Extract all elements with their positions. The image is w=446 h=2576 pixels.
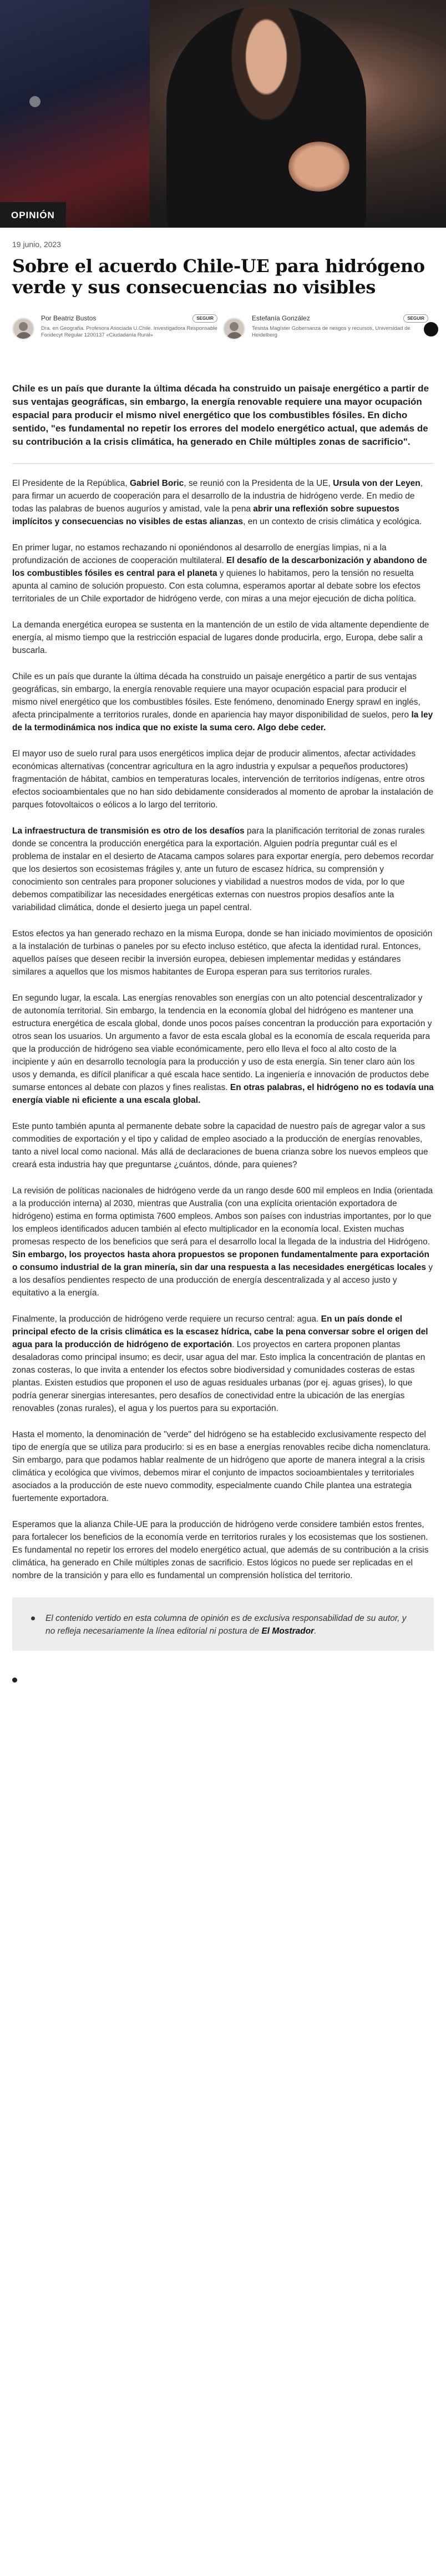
paragraph: Estos efectos ya han generado rechazo en la misma Europa, donde se han iniciado movimientos de oposición a la instalación de turbinas o paneles por su efecto incluso estético, que afecta la identidad rural. Entonces, aquellos países que deseen recibir la inversión europea, debiesen implementar medidas y estándares similares a aquellos que los mismos habitantes de Europa esperan para sus territorios rurales. <box>12 929 433 977</box>
author-avatar[interactable] <box>223 318 245 340</box>
paragraph: El Presidente de la República, Gabriel Boric, se reunió con la Presidenta de la UE, Ursula von der Leyen, para firmar un acuerdo de cooperación para el desarrollo de la industria de hidrógeno verde. En medio de todas las palabras de buenos auguríos y amistad, vale la pena abrir una reflexión sobre supuestos implícitos y consecuencias no visibles de estas alianzas, en un contexto de crisis climática y ecológica. <box>12 479 423 526</box>
lead-text: Chile es un país que durante la última década ha construido un paisaje energético a partir de sus ventajas geográficas, sin embargo, la energía renovable requiere una mayor ocupación espacial para producir el mismo nivel energético que los combustibles fósiles. En dicho sentido, "es fundamental no repetir los errores del modelo energético actual, que además de su contribución a la crisis climática, ha generado en Chile múltiples zonas de sacrificio". <box>12 383 429 447</box>
follow-button[interactable]: SEGUIR <box>192 314 217 323</box>
publish-date: 19 junio, 2023 <box>12 240 61 249</box>
paragraph: Este punto también apunta al permanente debate sobre la capacidad de nuestro país de agregar valor a sus commodities de exportación y el tipo y calidad de empleo asociado a la producción de energías renovables, tanto a nivel local como nacional. Más allá de declaraciones de buena crianza sobre los nuevos empleos que creará esta industria hay que preguntarse ¿cuántos, dónde, para quienes? <box>12 1122 428 1169</box>
article-body <box>12 477 434 1582</box>
authors-block <box>12 313 434 358</box>
paragraph: Esperamos que la alianza Chile-UE para la producción de hidrógeno verde considere también estos frentes, para fortalecer los beneficios de la economía verde en territorios rurales y los ecosistemas que los sostienen. Es fundamental no repetir los errores del modelo energético actual, que además de su contribución a la crisis climática, ha generado en Chile múltiples zonas de sacrificio. Estos lógicos no puede ser replicadas en el nombre de la transición y para ello es fundamental un comprensión holística del territorio. <box>12 1520 429 1580</box>
paragraph: La infraestructura de transmisión es otro de los desafíos para la planificación territorial de zonas rurales donde se concentra la producción energética para la exportación. Alguien podría preguntar cuál es el problema de instalar en el desierto de Atacama campos solares para exportar energía, pero debemos recordar que los desiertos son ecosistemas frágiles y, ante un futuro de escasez hídrica, su comprensión y conocimiento son centrales para proponer soluciones y viabilidad a nuestros modos de vida, por lo que debemos compatibilizar las necesidades energéticas externas con nuestros propios desafíos ante la variabilidad climática, donde el desierto juega un papel central. <box>12 826 434 912</box>
divider <box>12 463 434 464</box>
end-marker <box>12 1678 17 1683</box>
paragraph: Chile es un país que durante la última década ha construido un paisaje energético a partir de sus ventajas geográficas, sin embargo, la energía renovable requiere una mayor ocupación espacial para producir el mismo nivel energético que los combustibles fósiles. Este fenómeno, denominado Energy sprawl en inglés, afecta principalmente a territorios rurales, donde en apariencia hay mayor disponibilidad de suelos, pero la ley de la termodinámica nos indica que no existe la suma cero. Algo debe ceder. <box>12 672 433 732</box>
bullet-icon <box>31 1616 35 1620</box>
author-card <box>12 313 223 358</box>
paragraph: Finalmente, la producción de hidrógeno verde requiere un recurso central: agua. En un país donde el principal efecto de la crisis climática es la escasez hídrica, cabe la pena conversar sobre el origen del agua para la producción de hidrógeno de exportación. Los proyectos en cartera proponen plantas desaladoras como principal insumo; es decir, usar agua del mar. Esto implica la concentración de plantas en zonas costeras, lo que invita a entender los efectos sobre biodiversidad y comunidades costeras de estas plantas. Existen estudios que proponen el uso de aguas residuales urbanas (por ej. aguas grises), lo que podría generar sinergias interesantes, pero desafíos de conectividad entre la ubicación de las energías renovables (zonas rurales), el agua y los puertos para su exportación. <box>12 1314 428 1413</box>
more-authors-dot[interactable] <box>424 322 438 337</box>
article-title: Sobre el acuerdo Chile-UE para hidrógeno verde y sus consecuencias no visibles <box>12 255 425 298</box>
editorial-disclaimer: El contenido vertido en esta columna de opinión es de exclusiva responsabilidad de su autor, y no refleja necesariamente la línea editorial ni postura de El Mostrador. <box>12 1598 434 1651</box>
hero-image <box>0 0 446 228</box>
author-name[interactable]: Estefanía González <box>252 314 310 322</box>
paragraph: En primer lugar, no estamos rechazando ni oponiéndonos al desarrollo de energías limpias, ni a la profundización de acciones de cooperación multilateral. El desafío de la descarbonización y abandono de los combustibles fósiles es central para el planeta y quienes lo habitamos, pero la tensión no resuelta apunta al camino de solución propuesto. Con esta columna, esperamos aportar al debate sobre los efectos territoriales de un Chile exportador de hidrógeno verde, con miras a una mejor ejecución de dicha política. <box>12 543 427 604</box>
paragraph: El mayor uso de suelo rural para usos energéticos implica dejar de producir alimentos, afectar actividades económicas alternativas (concentrar agricultura en la agro industria y expulsar a pequeños productores) fragmentación de hábitat, cambios en temperaturas locales, intervención de territorios indígenas, entre otros efectos socioambientales que no han sido debidamente considerados al momento de aprobar la instalación de parques fotovoltaicos o eólicos a lo largo del territorio. <box>12 749 434 810</box>
paragraph: Hasta el momento, la denominación de "verde" del hidrógeno se ha establecido exclusivamente respecto del tipo de energía que se utiliza para producirlo: si es en base a energías renovables recibe dicha nomenclatura. Sin embargo, para que podamos hablar realmente de un hidrógeno que aporte de manera integral a la crisis climática y ecológica que vivimos, debemos mirar el conjunto de impactos socioambientales y territoriales asociados a la producción de este nuevo commodity, especialmente cuando Chile plantea una estrategia fuertemente exportadora. <box>12 1430 430 1503</box>
paragraph: La demanda energética europea se sustenta en la mantención de un estilo de vida altamente dependiente de energía, al mismo tiempo que la restricción espacial de lugares donde producirla, ergo, Europa, debe salir a buscarla. <box>12 620 429 655</box>
author-name[interactable]: Por Beatriz Bustos <box>41 314 97 322</box>
author-bio: Dra. en Geografía. Profesora Asociada U.Chile. Investigadora Responsable Fondecyt Regular 1200137 «Ciudadanía Rural» <box>41 325 217 338</box>
section-badge[interactable]: OPINIÓN <box>0 202 66 228</box>
author-avatar[interactable] <box>12 318 34 340</box>
follow-button[interactable]: SEGUIR <box>403 314 428 323</box>
flag-background <box>0 0 150 228</box>
speaker-hand <box>288 142 349 192</box>
author-card <box>223 313 434 358</box>
speaker-figure <box>166 6 366 228</box>
paragraph: La revisión de políticas nacionales de hidrógeno verde da un rango desde 600 mil empleos en India (orientada a la producción interna) al 2030, mientras que Australia (con una explícita orientación exportadora de hidrógeno) estima en forma optimista 7600 empleos. Ambos son países con industrias importantes, por lo que los empleos identificados aducen también al efecto multiplicador en la economía local. Existen muchas promesas respecto de los beneficios que será para el desarrollo local la llegada de la industria del Hidrógeno. Sin embargo, los proyectos hasta ahora propuestos se proponen fundamentalmente para exportación o consumo industrial de la gran minería, sin dar una respuesta a las necesidades energéticas locales y a los desafíos pendientes respecto de una producción de energía descentralizada y al acceso justo y equitativo a la energía. <box>12 1186 433 1298</box>
paragraph: En segundo lugar, la escala. Las energías renovables son energías con un alto potencial descentralizador y de autonomía territorial. Sin embargo, la tendencia en la economía global del hidrógeno es mantener una estructura energética de escala global, donde unos pocos países concentran la producción para exportación y otros sean los usuarios. Un argumento a favor de esta escala global es la economía de escala requerida para que la producción de hidrógeno sea viable económicamente, pero ello lleva el foco al alto costo de la incipiente y aún en desarrollo tecnología para la producción y uso de esta energía. Sin tener claro aún los usos y demanda, es difícil planificar a qué escala hace sentido. La ingeniería e innovación de productos debe sumarse entonces al debate con plazos y fines realistas. En otras palabras, el hidrógeno no es todavía una energía viable ni eficiente a una escala global. <box>12 993 434 1105</box>
article-lead <box>12 382 434 449</box>
author-bio: Tesista Magíster Gobernanza de riesgos y recursos, Universidad de Heidelberg <box>252 325 410 338</box>
